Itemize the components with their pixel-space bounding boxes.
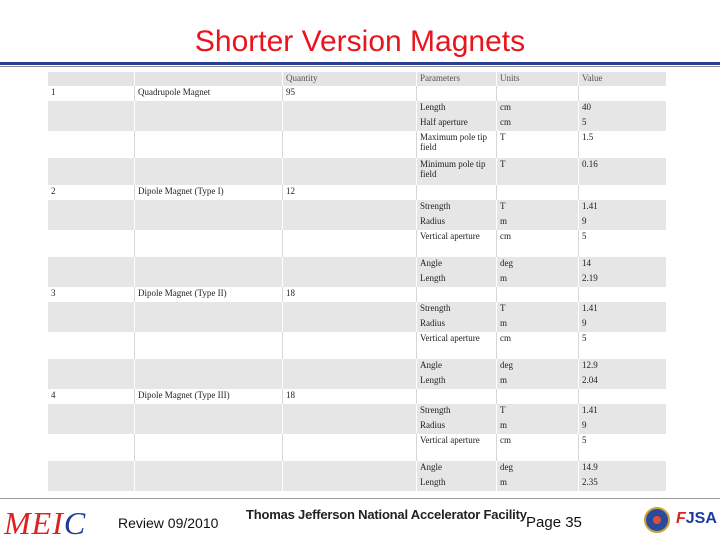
table-row bbox=[48, 101, 666, 116]
table-cell: 18 bbox=[282, 389, 416, 404]
table-cell bbox=[282, 419, 416, 434]
table-cell bbox=[134, 332, 282, 359]
header-cell: Value bbox=[578, 72, 666, 86]
table-cell: T bbox=[496, 302, 578, 317]
table-cell: 0.16 bbox=[578, 158, 666, 185]
table-row bbox=[48, 158, 666, 185]
table-cell bbox=[48, 158, 134, 185]
table-cell bbox=[282, 131, 416, 158]
table-cell: 12.9 bbox=[578, 359, 666, 374]
table-cell bbox=[282, 302, 416, 317]
table-cell bbox=[282, 158, 416, 185]
table-cell: m bbox=[496, 272, 578, 287]
table-cell: cm bbox=[496, 116, 578, 131]
table-cell bbox=[282, 272, 416, 287]
table-row bbox=[48, 302, 666, 317]
table-cell: Half aperture bbox=[416, 116, 496, 131]
table-cell: 9 bbox=[578, 215, 666, 230]
table-cell bbox=[48, 476, 134, 491]
table-row bbox=[48, 404, 666, 419]
table-cell: 5 bbox=[578, 116, 666, 131]
slide-title: Shorter Version Magnets bbox=[194, 25, 526, 58]
table-row bbox=[48, 374, 666, 389]
table-cell bbox=[134, 215, 282, 230]
table-cell bbox=[48, 272, 134, 287]
table-cell: m bbox=[496, 317, 578, 332]
table-cell: Radius bbox=[416, 215, 496, 230]
magnet-table-body bbox=[48, 72, 666, 491]
table-cell bbox=[282, 200, 416, 215]
table-cell bbox=[48, 374, 134, 389]
table-cell bbox=[134, 419, 282, 434]
table-row bbox=[48, 317, 666, 332]
table-cell bbox=[48, 332, 134, 359]
table-cell: m bbox=[496, 419, 578, 434]
table-cell: T bbox=[496, 158, 578, 185]
table-row bbox=[48, 116, 666, 131]
table-cell bbox=[48, 257, 134, 272]
table-row bbox=[48, 434, 666, 461]
lab-name: Thomas Jefferson National Accelerator Facility bbox=[246, 507, 527, 522]
table-cell bbox=[496, 86, 578, 101]
table-cell: 5 bbox=[578, 230, 666, 257]
table-cell: Angle bbox=[416, 257, 496, 272]
table-cell: 18 bbox=[282, 287, 416, 302]
table-cell bbox=[416, 185, 496, 200]
table-cell: Maximum pole tip field bbox=[416, 131, 496, 158]
table-cell bbox=[134, 461, 282, 476]
table-cell: T bbox=[496, 200, 578, 215]
table-cell bbox=[48, 419, 134, 434]
table-cell: 5 bbox=[578, 434, 666, 461]
table-cell: Vertical aperture bbox=[416, 230, 496, 257]
header-cell bbox=[134, 72, 282, 86]
header-cell: Units bbox=[496, 72, 578, 86]
table-cell bbox=[416, 86, 496, 101]
table-cell bbox=[282, 359, 416, 374]
table-cell: Strength bbox=[416, 404, 496, 419]
table-cell: 1.5 bbox=[578, 131, 666, 158]
table-cell bbox=[48, 131, 134, 158]
table-row bbox=[48, 419, 666, 434]
table-cell bbox=[282, 230, 416, 257]
jsa-logo-text: JSA bbox=[685, 510, 717, 527]
table-cell: Dipole Magnet (Type III) bbox=[134, 389, 282, 404]
table-cell: 95 bbox=[282, 86, 416, 101]
table-cell bbox=[134, 317, 282, 332]
table-cell: 1.41 bbox=[578, 302, 666, 317]
title-rule bbox=[0, 62, 720, 65]
table-row bbox=[48, 200, 666, 215]
table-cell bbox=[134, 230, 282, 257]
table-cell: 2.19 bbox=[578, 272, 666, 287]
table-cell: Length bbox=[416, 272, 496, 287]
header-cell: Parameters bbox=[416, 72, 496, 86]
table-row bbox=[48, 131, 666, 158]
table-cell bbox=[134, 158, 282, 185]
table-cell bbox=[282, 116, 416, 131]
table-cell bbox=[282, 434, 416, 461]
table-cell bbox=[282, 461, 416, 476]
table-cell: 1.41 bbox=[578, 404, 666, 419]
table-cell: Radius bbox=[416, 317, 496, 332]
table-cell: Vertical aperture bbox=[416, 434, 496, 461]
title-rule-thin bbox=[0, 66, 720, 67]
table-cell bbox=[416, 389, 496, 404]
table-cell bbox=[134, 374, 282, 389]
jsa-logo-f: F bbox=[676, 510, 686, 527]
table-cell: Angle bbox=[416, 461, 496, 476]
table-cell: Length bbox=[416, 374, 496, 389]
table-cell: m bbox=[496, 215, 578, 230]
table-cell bbox=[496, 389, 578, 404]
table-row bbox=[48, 476, 666, 491]
table-cell bbox=[48, 101, 134, 116]
table-cell: Dipole Magnet (Type II) bbox=[134, 287, 282, 302]
table-cell bbox=[416, 287, 496, 302]
table-row bbox=[48, 257, 666, 272]
page-number: Page 35 bbox=[526, 514, 582, 531]
table-cell bbox=[282, 332, 416, 359]
table-cell: 1 bbox=[48, 86, 134, 101]
table-cell: cm bbox=[496, 230, 578, 257]
table-row bbox=[48, 389, 666, 404]
table-cell: m bbox=[496, 476, 578, 491]
table-row bbox=[48, 215, 666, 230]
table-cell bbox=[578, 389, 666, 404]
table-cell bbox=[134, 359, 282, 374]
table-cell bbox=[282, 317, 416, 332]
table-header-row bbox=[48, 72, 666, 86]
table-cell: cm bbox=[496, 101, 578, 116]
table-row bbox=[48, 230, 666, 257]
table-cell bbox=[282, 215, 416, 230]
table-cell bbox=[134, 200, 282, 215]
table-cell bbox=[578, 185, 666, 200]
footer-divider bbox=[0, 498, 720, 499]
table-row bbox=[48, 185, 666, 200]
header-cell: Quantity bbox=[282, 72, 416, 86]
table-cell bbox=[48, 116, 134, 131]
table-cell bbox=[48, 200, 134, 215]
table-cell: deg bbox=[496, 359, 578, 374]
magnet-table-wrapper bbox=[48, 72, 666, 491]
table-cell bbox=[496, 287, 578, 302]
table-cell: 4 bbox=[48, 389, 134, 404]
table-cell bbox=[48, 215, 134, 230]
table-cell bbox=[48, 230, 134, 257]
table-cell bbox=[134, 302, 282, 317]
table-cell: 2.35 bbox=[578, 476, 666, 491]
table-row bbox=[48, 332, 666, 359]
meic-logo bbox=[4, 506, 86, 540]
table-cell bbox=[282, 374, 416, 389]
jsa-logo bbox=[676, 510, 717, 528]
table-cell bbox=[282, 404, 416, 419]
table-row bbox=[48, 86, 666, 101]
table-cell: Strength bbox=[416, 302, 496, 317]
table-cell: 40 bbox=[578, 101, 666, 116]
table-cell bbox=[48, 302, 134, 317]
table-row bbox=[48, 272, 666, 287]
table-cell: 9 bbox=[578, 419, 666, 434]
table-cell bbox=[578, 287, 666, 302]
table-cell bbox=[578, 86, 666, 101]
table-cell: T bbox=[496, 131, 578, 158]
table-cell bbox=[134, 404, 282, 419]
table-cell: Angle bbox=[416, 359, 496, 374]
table-cell bbox=[48, 434, 134, 461]
table-cell: Quadrupole Magnet bbox=[134, 86, 282, 101]
table-cell bbox=[134, 131, 282, 158]
table-row bbox=[48, 287, 666, 302]
table-cell bbox=[134, 257, 282, 272]
table-cell: Vertical aperture bbox=[416, 332, 496, 359]
table-cell bbox=[48, 461, 134, 476]
table-cell: Dipole Magnet (Type I) bbox=[134, 185, 282, 200]
table-cell bbox=[134, 476, 282, 491]
table-cell bbox=[282, 101, 416, 116]
table-cell: T bbox=[496, 404, 578, 419]
table-cell: Minimum pole tip field bbox=[416, 158, 496, 185]
table-cell: Strength bbox=[416, 200, 496, 215]
table-cell: 3 bbox=[48, 287, 134, 302]
table-cell: 2.04 bbox=[578, 374, 666, 389]
table-row bbox=[48, 461, 666, 476]
table-cell bbox=[48, 404, 134, 419]
table-cell bbox=[282, 476, 416, 491]
table-cell: 9 bbox=[578, 317, 666, 332]
table-cell: 12 bbox=[282, 185, 416, 200]
table-cell: m bbox=[496, 374, 578, 389]
table-cell: 14.9 bbox=[578, 461, 666, 476]
table-cell bbox=[134, 101, 282, 116]
table-row bbox=[48, 359, 666, 374]
table-cell: Radius bbox=[416, 419, 496, 434]
review-date: Review 09/2010 bbox=[118, 515, 219, 531]
doe-seal-icon bbox=[644, 507, 670, 533]
table-cell bbox=[48, 317, 134, 332]
table-cell bbox=[134, 116, 282, 131]
table-cell: 1.41 bbox=[578, 200, 666, 215]
table-cell: deg bbox=[496, 461, 578, 476]
table-cell: 5 bbox=[578, 332, 666, 359]
meic-logo-blue: C bbox=[63, 505, 87, 541]
table-cell: deg bbox=[496, 257, 578, 272]
header-cell bbox=[48, 72, 134, 86]
table-cell: Length bbox=[416, 101, 496, 116]
table-cell: 14 bbox=[578, 257, 666, 272]
table-cell: cm bbox=[496, 434, 578, 461]
magnet-table bbox=[48, 72, 666, 491]
table-cell bbox=[134, 434, 282, 461]
table-cell: cm bbox=[496, 332, 578, 359]
table-cell bbox=[282, 257, 416, 272]
meic-logo-red: MEI bbox=[4, 505, 64, 541]
table-cell: Length bbox=[416, 476, 496, 491]
table-cell: 2 bbox=[48, 185, 134, 200]
table-cell bbox=[48, 359, 134, 374]
table-cell bbox=[134, 272, 282, 287]
table-cell bbox=[496, 185, 578, 200]
